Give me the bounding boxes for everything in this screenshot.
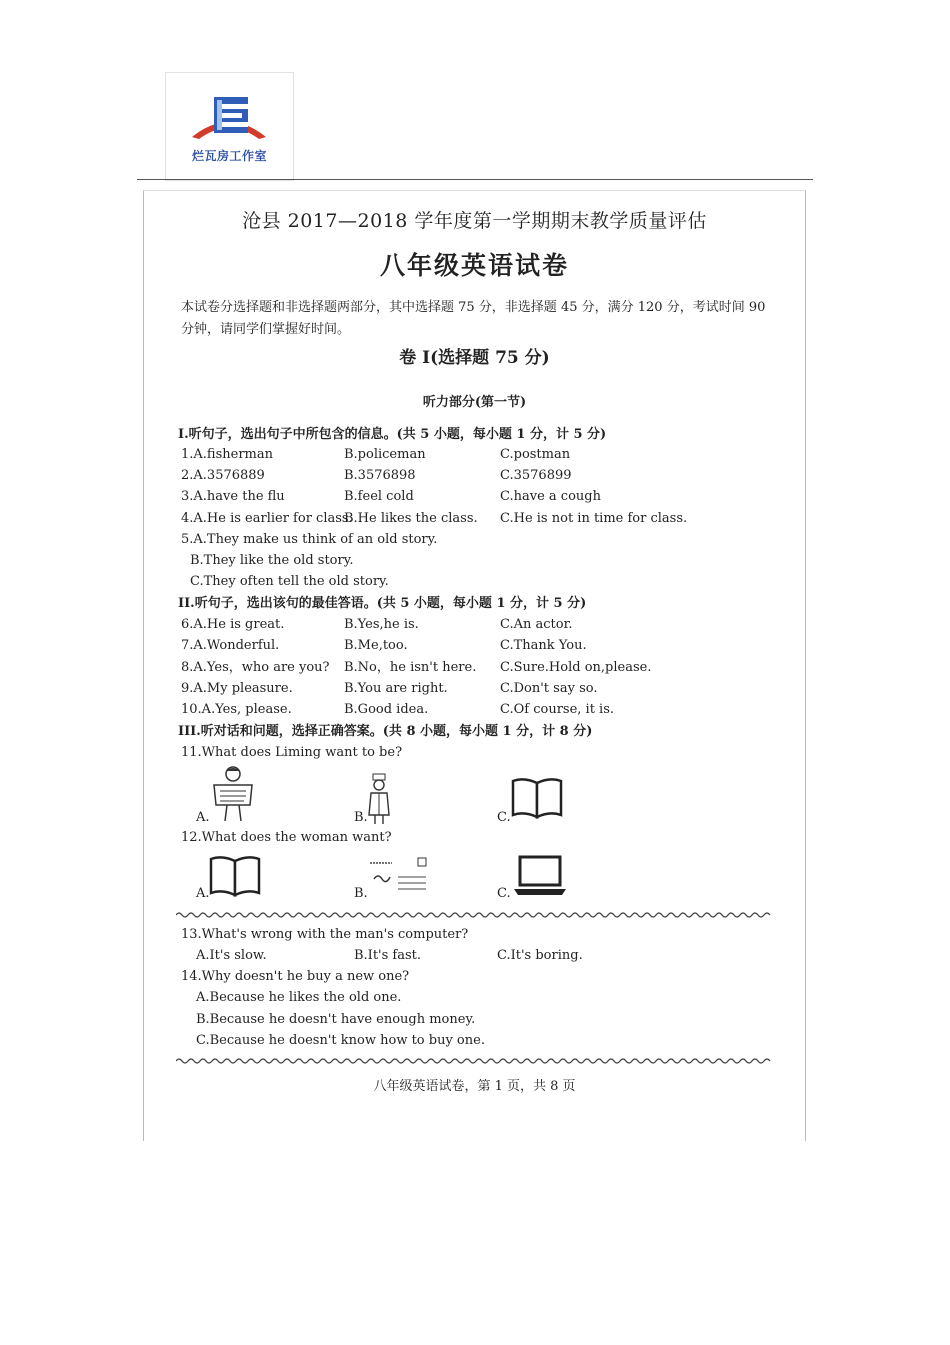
q3-option-b: B.feel cold <box>344 489 414 504</box>
q14-option-b: B.Because he doesn't have enough money. <box>196 1012 476 1027</box>
q14-option-c: C.Because he doesn't know how to buy one. <box>196 1033 485 1048</box>
q8-option-c: C.Sure.Hold on,please. <box>500 660 652 675</box>
q12-option-c: C. <box>497 886 511 901</box>
q14-question: 14.Why doesn't he buy a new one? <box>181 969 410 984</box>
q11-question: 11.What does Liming want to be? <box>181 745 403 760</box>
q6-option-c: C.An actor. <box>500 617 573 632</box>
section-divider <box>176 911 771 919</box>
logo-e-icon <box>184 89 274 149</box>
q6-option-a: 6.A.He is great. <box>181 617 285 632</box>
q9-option-b: B.You are right. <box>344 681 448 696</box>
q13-option-c: C.It's boring. <box>497 948 583 963</box>
q5-option-a: 5.A.They make us think of an old story. <box>181 532 438 547</box>
q1-option-c: C.postman <box>500 447 571 462</box>
q4-option-c: C.He is not in time for class. <box>500 511 688 526</box>
part2-heading: II.听句子，选出该句的最佳答语。(共 5 小题，每小题 1 分，计 5 分) <box>178 596 587 611</box>
q10-option-c: C.Of course, it is. <box>500 702 615 717</box>
q9-option-a: 9.A.My pleasure. <box>181 681 293 696</box>
newspaper-reader-icon <box>210 765 256 823</box>
exam-page <box>143 190 806 1141</box>
studio-logo <box>165 72 294 181</box>
q10-option-b: B.Good idea. <box>344 702 429 717</box>
q14-option-a: A.Because he likes the old one. <box>196 990 402 1005</box>
q3-option-a: 3.A.have the flu <box>181 489 285 504</box>
exam-subject: 八年级英语试卷 <box>379 251 569 280</box>
q4-option-a: 4.A.He is earlier for class. <box>181 511 353 526</box>
laptop-icon <box>512 855 568 897</box>
q7-option-b: B.Me,too. <box>344 638 408 653</box>
q1-option-b: B.policeman <box>344 447 426 462</box>
header-divider <box>137 179 813 180</box>
q11-option-c: C. <box>497 810 511 825</box>
part1-heading: I.听句子，选出句子中所包含的信息。(共 5 小题，每小题 1 分，计 5 分) <box>178 427 607 442</box>
q2-option-b: B.3576898 <box>344 468 416 483</box>
exam-intro: 本试卷分选择题和非选择题两部分，其中选择题 75 分，非选择题 45 分，满分 120 分，考试时间 90 分钟，请同学们掌握好时间。 <box>181 300 766 337</box>
q2-option-a: 2.A.3576889 <box>181 468 265 483</box>
letter-icon <box>368 857 430 897</box>
q11-option-a: A. <box>196 810 210 825</box>
q13-option-a: A.It's slow. <box>196 948 267 963</box>
q12-question: 12.What does the woman want? <box>181 830 392 845</box>
book-icon <box>510 777 564 821</box>
q9-option-c: C.Don't say so. <box>500 681 598 696</box>
q7-option-c: C.Thank You. <box>500 638 587 653</box>
q3-option-c: C.have a cough <box>500 489 601 504</box>
section-divider <box>176 1057 771 1065</box>
q11-option-b: B. <box>354 810 368 825</box>
q2-option-c: C.3576899 <box>500 468 572 483</box>
exam-title: 沧县 2017—2018 学年度第一学期期末教学质量评估 <box>242 210 707 232</box>
q7-option-a: 7.A.Wonderful. <box>181 638 280 653</box>
q12-option-a: A. <box>196 886 210 901</box>
doctor-icon <box>366 773 392 825</box>
q13-question: 13.What's wrong with the man's computer? <box>181 927 469 942</box>
q1-option-a: 1.A.fisherman <box>181 447 273 462</box>
q5-option-c: C.They often tell the old story. <box>190 574 389 589</box>
logo-text: 烂瓦房工作室 <box>191 149 267 163</box>
q5-option-b: B.They like the old story. <box>190 553 354 568</box>
q8-option-a: 8.A.Yes，who are you? <box>181 660 330 675</box>
q6-option-b: B.Yes,he is. <box>344 617 419 632</box>
book-icon <box>208 855 262 899</box>
q12-option-b: B. <box>354 886 368 901</box>
q8-option-b: B.No，he isn't here. <box>344 660 477 675</box>
section-subtitle: 听力部分(第一节) <box>422 395 527 410</box>
q4-option-b: B.He likes the class. <box>344 511 478 526</box>
q13-option-b: B.It's fast. <box>354 948 422 963</box>
page-footer: 八年级英语试卷，第 1 页，共 8 页 <box>373 1079 576 1094</box>
q10-option-a: 10.A.Yes, please. <box>181 702 292 717</box>
part3-heading: III.听对话和问题，选择正确答案。(共 8 小题，每小题 1 分，计 8 分) <box>178 724 593 739</box>
section-title: 卷 I(选择题 75 分) <box>399 348 550 368</box>
